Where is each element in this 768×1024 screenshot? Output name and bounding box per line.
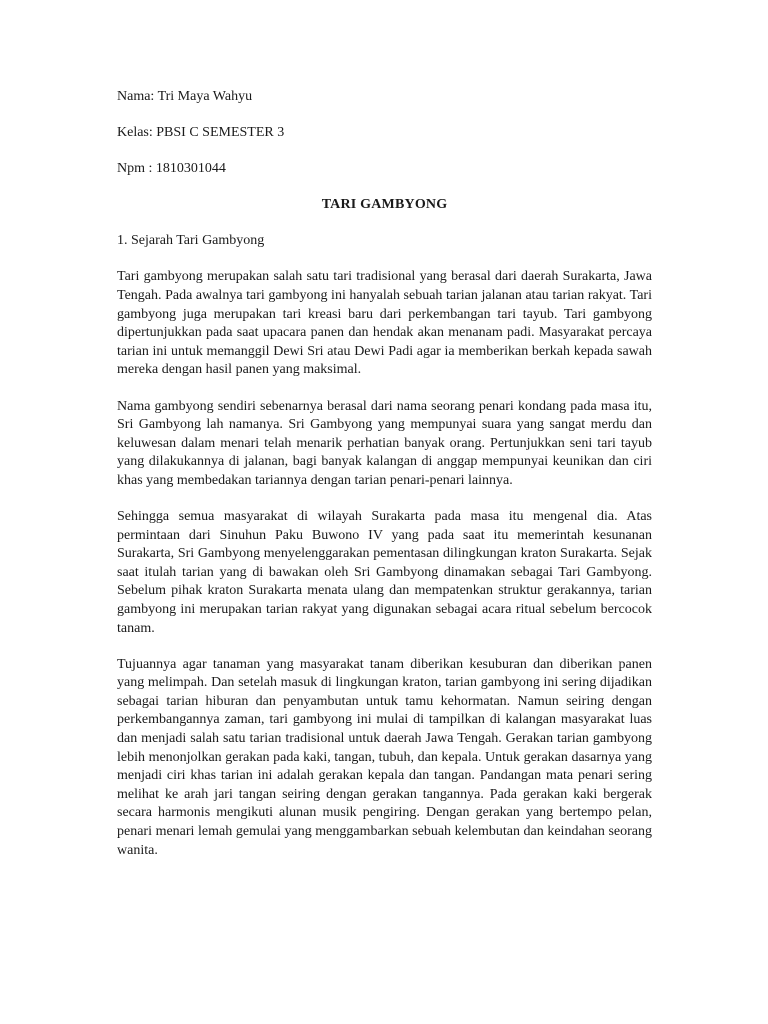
- student-npm: Npm : 1810301044: [117, 161, 226, 177]
- paragraph-3: Sehingga semua masyarakat di wilayah Surakarta pada masa itu mengenal dia. Atas permintaan dari Sinuhun Paku Buwono IV yang pada saat itu memerintah kesunanan Surakarta, Sri Gambyong menyelenggarakan pementasan dilingkungan kraton Surakarta. Sejak saat itulah tarian yang di bawakan oleh Sri Gambyong dinamakan sebagai Tari Gambyong. Sebelum pihak kraton Surakarta menata ulang dan mempatenkan struktur gerakannya, tarian gambyong ini merupakan tarian rakyat yang digunakan sebagai acara ritual sebelum bercocok tanam.: [117, 509, 652, 636]
- paragraph-2: Nama gambyong sendiri sebenarnya berasal dari nama seorang penari kondang pada masa itu, Sri Gambyong lah namanya. Sri Gambyong yang mempunyai suara yang sangat merdu dan keluwesan dalam menari telah menarik perhatian banyak orang. Pertunjukkan seni tari tayub yang dilakukannya di jalanan, bagi banyak kalangan di anggap mempunyai keunikan dan ciri khas yang membedakan tariannya dengan tarian penari-penari lainnya.: [117, 398, 652, 488]
- student-name: Nama: Tri Maya Wahyu: [117, 89, 253, 104]
- paragraph-1: Tari gambyong merupakan salah satu tari tradisional yang berasal dari daerah Surakarta, Jawa Tengah. Pada awalnya tari gambyong ini hanyalah sebuah tarian jalanan atau tarian rakyat. Tari gambyong juga merupakan tari kreasi baru dari perkembangan tari tayub. Tari gambyong dipertunjukkan pada saat upacara panen dan hendak akan menanam padi. Masyarakat percaya tarian ini untuk memanggil Dewi Sri atau Dewi Padi agar ia memberikan berkah kepada sawah mereka dengan hasil panen yang maksimal.: [117, 269, 652, 378]
- section-heading: 1. Sejarah Tari Gambyong: [117, 233, 265, 249]
- student-class: Kelas: PBSI C SEMESTER 3: [117, 125, 285, 141]
- paragraph-4: Tujuannya agar tanaman yang masyarakat tanam diberikan kesuburan dan diberikan panen yang melimpah. Dan setelah masuk di lingkungan kraton, tarian gambyong ini sering dijadikan sebagai tarian hiburan dan penyambutan untuk tamu kehormatan. Namun seiring dengan perkembangannya zaman, tari gambyong ini mulai di tampilkan di kalangan masyarakat luas dan menjadi salah satu tarian tradisional untuk daerah Jawa Tengah. Gerakan tarian gambyong lebih menonjolkan gerakan pada kaki, tangan, tubuh, dan kepala. Untuk gerakan dasarnya yang menjadi ciri khas tarian ini adalah gerakan kepala dan tangan. Pandangan mata penari sering melihat ke arah jari tangan seiring dengan gerakan tangannya. Pada gerakan kaki bergerak secara harmonis mengikuti alunan musik pengiring. Dengan gerakan yang bertempo pelan, penari menari lemah gemulai yang menggambarkan sebuah kelembutan dan keindahan seorang wanita.: [117, 656, 652, 858]
- document-title: TARI GAMBYONG: [321, 197, 448, 213]
- document-page: [117, 88, 652, 878]
